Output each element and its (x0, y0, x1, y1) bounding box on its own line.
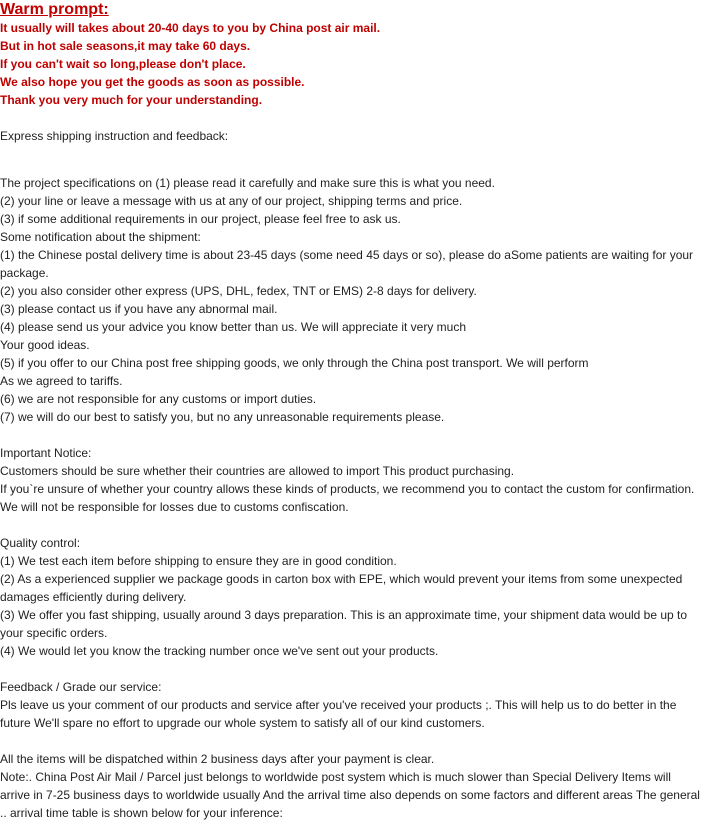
express-line: (3) if some additional requirements in our project, please feel free to ask us. (0, 212, 401, 226)
dispatch-line: arrive in 7-25 business days to worldwide usually And the arrival time also depends on some factors and different areas The general (0, 788, 700, 802)
express-line: As we agreed to tariffs. (0, 374, 123, 388)
express-line: (1) the Chinese postal delivery time is about 23-45 days (some need 45 days or so), please do aSome patients are waiting for your (0, 248, 694, 262)
quality-line: (4) We would let you know the tracking number once we've sent out your products. (0, 644, 439, 658)
express-line: The project specifications on (1) please read it carefully and make sure this is what you need. (0, 176, 495, 190)
express-line: (3) please contact us if you have any abnormal mail. (0, 302, 278, 316)
express-line: (5) if you offer to our China post free shipping goods, we only through the China post transport. We will perform (0, 356, 589, 370)
warm-prompt-line: We also hope you get the goods as soon as possible. (0, 75, 305, 89)
quality-line: your specific orders. (0, 626, 108, 640)
feedback-heading: Feedback / Grade our service: (0, 680, 162, 694)
warm-prompt-line: But in hot sale seasons,it may take 60 days. (0, 39, 251, 53)
quality-line: (2) As a experienced supplier we package goods in carton box with EPE, which would prevent your items from some unexpected (0, 572, 683, 586)
express-line: (2) your line or leave a message with us at any of our project, shipping terms and price. (0, 194, 463, 208)
important-line: Customers should be sure whether their countries are allowed to import This product purchasing. (0, 464, 515, 478)
warm-prompt-title: Warm prompt: (0, 1, 109, 18)
warm-prompt-line: It usually will takes about 20-40 days to you by China post air mail. (0, 21, 381, 35)
express-line: (4) please send us your advice you know better than us. We will appreciate it very much (0, 320, 467, 334)
important-line: If you`re unsure of whether your country allows these kinds of products, we recommend you to contact the custom for confirmation. (0, 482, 695, 496)
express-line: (2) you also consider other express (UPS, DHL, fedex, TNT or EMS) 2-8 days for delivery. (0, 284, 477, 298)
dispatch-line: .. arrival time table is shown below for your inference: (0, 806, 283, 820)
express-line: (7) we will do our best to satisfy you, but no any unreasonable requirements please. (0, 410, 445, 424)
important-line: We will not be responsible for losses due to customs confiscation. (0, 500, 349, 514)
quality-line: damages efficiently during delivery. (0, 590, 187, 604)
warm-prompt-line: Thank you very much for your understanding. (0, 93, 263, 107)
quality-heading: Quality control: (0, 536, 81, 550)
express-line: (6) we are not responsible for any customs or import duties. (0, 392, 317, 406)
feedback-line: future We'll spare no effort to upgrade our whole system to satisfy all of our kind customers. (0, 716, 485, 730)
quality-line: (1) We test each item before shipping to ensure they are in good condition. (0, 554, 397, 568)
feedback-line: Pls leave us your comment of our products and service after you've received your products ;. This will help us to do better in the (0, 698, 677, 712)
express-heading: Express shipping instruction and feedback: (0, 129, 229, 143)
warm-prompt-line: If you can't wait so long,please don't place. (0, 57, 246, 71)
important-heading: Important Notice: (0, 446, 92, 460)
express-line: Your good ideas. (0, 338, 90, 352)
express-line: Some notification about the shipment: (0, 230, 201, 244)
quality-line: (3) We offer you fast shipping, usually around 3 days preparation. This is an approximate time, your shipment data would be up to (0, 608, 688, 622)
dispatch-line: Note:. China Post Air Mail / Parcel just belongs to worldwide post system which is much slower than Special Delivery Items will (0, 770, 671, 784)
dispatch-line: All the items will be dispatched within 2 business days after your payment is clear. (0, 752, 435, 766)
express-line: package. (0, 266, 49, 280)
